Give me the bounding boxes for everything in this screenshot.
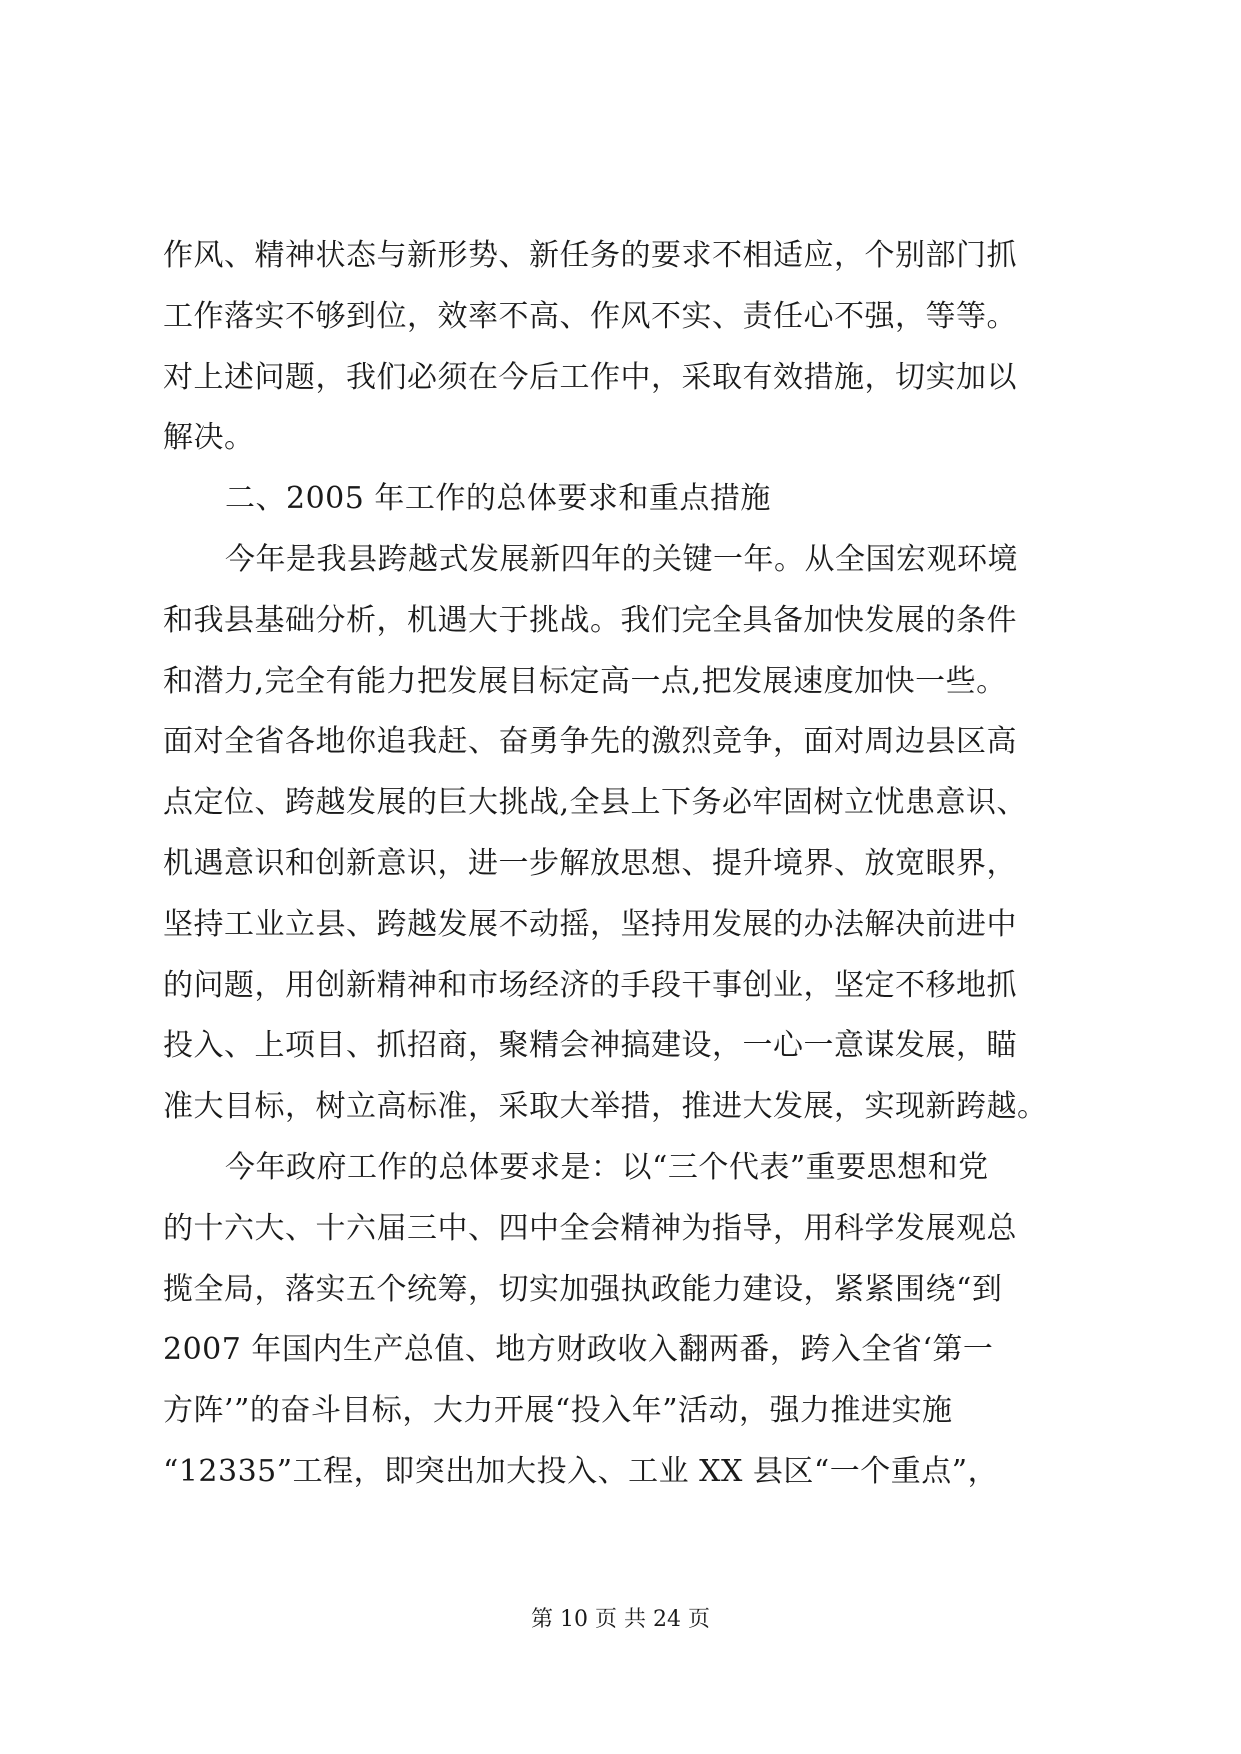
text-line: 工作落实不够到位，效率不高、作风不实、责任心不强，等等。 [163,298,1017,334]
text-line: 和我县基础分析，机遇大于挑战。我们完全具备加快发展的条件 [163,602,1017,638]
text-line: 作风、精神状态与新形势、新任务的要求不相适应，个别部门抓 [163,238,1017,273]
text-line: 今年是我县跨越式发展新四年的关键一年。从全国宏观环境 [225,541,1018,577]
text-line: 的十六大、十六届三中、四中全会精神为指导，用科学发展观总 [163,1210,1017,1246]
section-heading: 二、2005 年工作的总体要求和重点措施 [225,481,771,517]
text-line: 揽全局，落实五个统筹，切实加强执政能力建设，紧紧围绕“到 [163,1271,1003,1307]
text-line: 的问题，用创新精神和市场经济的手段干事创业，坚定不移地抓 [163,967,1017,1003]
text-line: 坚持工业立县、跨越发展不动摇，坚持用发展的办法解决前进中 [163,906,1017,942]
text-line: 今年政府工作的总体要求是：以“三个代表”重要思想和党 [225,1149,989,1185]
text-line: 面对全省各地你追我赶、奋勇争先的激烈竞争，面对周边县区高 [163,724,1017,760]
text-line: 解决。 [163,420,255,456]
text-line: 准大目标，树立高标准，采取大举措，推进大发展，实现新跨越。 [163,1089,1048,1125]
text-line: “12335”工程，即突出加大投入、工业 XX 县区“一个重点”， [163,1453,999,1489]
text-line: 对上述问题，我们必须在今后工作中，采取有效措施，切实加以 [163,359,1017,395]
body-text [163,226,1078,1503]
text-line: 投入、上项目、抓招商，聚精会神搞建设，一心一意谋发展，瞄 [163,1028,1017,1064]
text-line: 2007 年国内生产总值、地方财政收入翻两番，跨入全省‘第一 [163,1332,994,1368]
text-line: 机遇意识和创新意识，进一步解放思想、提升境界、放宽眼界， [163,845,1017,881]
text-line: 方阵’”的奋斗目标，大力开展“投入年”活动，强力推进实施 [163,1393,953,1429]
text-line: 和潜力,完全有能力把发展目标定高一点,把发展速度加快一些。 [163,663,1007,699]
page-number-footer: 第 10 页 共 24 页 [531,1607,710,1632]
text-line: 点定位、跨越发展的巨大挑战,全县上下务必牢固树立忧患意识、 [163,785,1028,821]
